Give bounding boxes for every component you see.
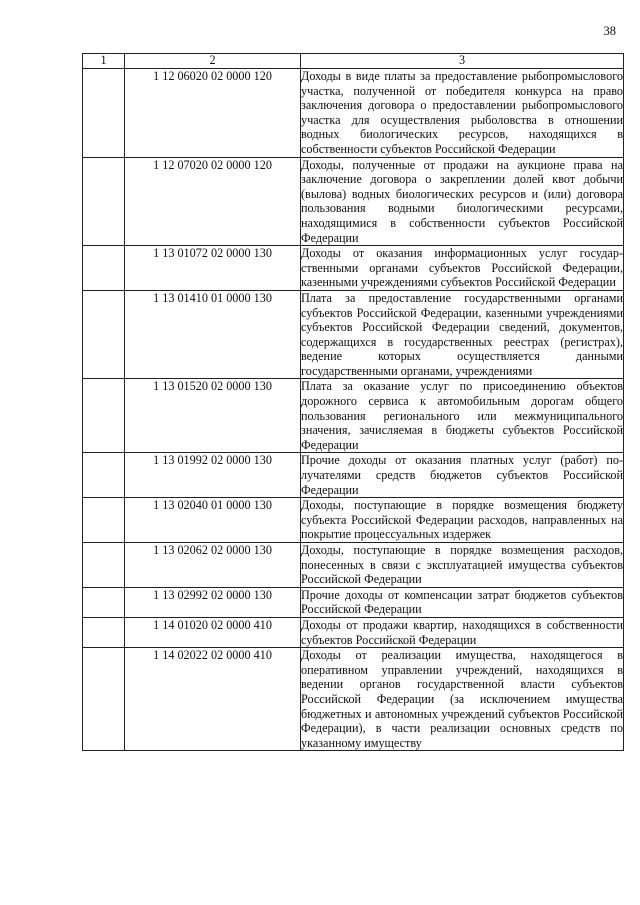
revenue-code: 1 13 01410 01 0000 130	[125, 290, 301, 379]
table-row	[83, 453, 624, 498]
revenue-description: Доходы от продажи квартир, находящихся в собственности субъектов Российской Федерации	[301, 617, 623, 647]
table-row	[83, 587, 624, 617]
row-blank-cell	[83, 587, 125, 617]
revenue-code: 1 14 01020 02 0000 410	[125, 617, 301, 647]
revenue-description: Доходы, полученные от продажи на аукционе права на заключение договора о закреплении долей квот добычи (вылова) водных биологических ресурсов и (или) договора пользования водными биологическими ресурсами, находящимися в собственности субъектов Российской Федерации	[301, 157, 623, 245]
revenue-codes-table	[82, 53, 624, 751]
table-header-row	[83, 54, 624, 69]
revenue-description: Доходы от оказания информационных услуг государственными органами субъектов Российской Федерации, казенными учреждениями субъектов Российской Федерации	[301, 246, 623, 290]
row-blank-cell	[83, 157, 125, 246]
table-row	[83, 290, 624, 379]
row-blank-cell	[83, 69, 125, 158]
table-row	[83, 69, 624, 158]
revenue-code: 1 13 01992 02 0000 130	[125, 453, 301, 498]
column-header-1: 1	[83, 54, 125, 69]
table-row	[83, 617, 624, 647]
page-number: 38	[603, 24, 616, 38]
revenue-description: Плата за оказание услуг по присоединению объектов дорожного сервиса к автомобильным дорогам общего пользования регионального или межмуниципального значения, зачисляемая в бюджеты субъектов Российской Федерации	[301, 379, 623, 452]
row-blank-cell	[83, 543, 125, 588]
revenue-code: 1 13 02040 01 0000 130	[125, 498, 301, 543]
revenue-description: Прочие доходы от оказания платных услуг (работ) получателями средств бюджетов субъектов Российской Федерации	[301, 453, 623, 497]
revenue-description: Доходы, поступающие в порядке возмещения расходов, понесенных в связи с эксплуатацией имущества субъектов Российской Федерации	[301, 543, 623, 587]
revenue-code: 1 13 01072 02 0000 130	[125, 246, 301, 291]
table-row	[83, 379, 624, 453]
row-blank-cell	[83, 648, 125, 751]
table-row	[83, 157, 624, 246]
revenue-code: 1 13 02992 02 0000 130	[125, 587, 301, 617]
table-row	[83, 543, 624, 588]
revenue-code: 1 13 01520 02 0000 130	[125, 379, 301, 453]
revenue-description: Прочие доходы от компенсации затрат бюджетов субъектов Российской Федерации	[301, 587, 623, 617]
row-blank-cell	[83, 290, 125, 379]
table-row	[83, 648, 624, 751]
revenue-description: Доходы от реализации имущества, находящегося в оперативном управлении учреждений, находящихся в ведении органов государственной власти субъектов Российской Федерации (за исключением имущества бюджетных и автономных учреждений субъектов Российской Федерации), в части реализации основных средств по указанному имуществу	[301, 648, 623, 750]
revenue-code: 1 14 02022 02 0000 410	[125, 648, 301, 751]
revenue-description: Доходы, поступающие в порядке возмещения бюджету субъекта Российской Федерации расходов, направленных на покрытие процессуальных издержек	[301, 498, 623, 542]
revenue-code: 1 12 06020 02 0000 120	[125, 69, 301, 158]
row-blank-cell	[83, 379, 125, 453]
row-blank-cell	[83, 617, 125, 647]
revenue-code: 1 12 07020 02 0000 120	[125, 157, 301, 246]
row-blank-cell	[83, 246, 125, 291]
column-header-2: 2	[125, 54, 301, 69]
revenue-description: Плата за предоставление государственными органами субъектов Российской Федерации, казенными учреждениями субъектов Российской Федерации сведений, документов, содержащихся в государственных реестрах (регистрах), ведение которых осуществляется данными государственными органами, учреждениями	[301, 290, 623, 378]
table-row	[83, 498, 624, 543]
column-header-3: 3	[301, 54, 624, 69]
revenue-description: Доходы в виде платы за предоставление рыбопромыслового участка, полученной от победителя конкурса на право заключения договора о предоставлении рыбопромыслового участка для осуществления рыболовства в отношении водных биологических ресурсов, находящихся в собственности субъектов Российской Федерации	[301, 69, 623, 156]
revenue-code: 1 13 02062 02 0000 130	[125, 543, 301, 588]
row-blank-cell	[83, 498, 125, 543]
table-row	[83, 246, 624, 291]
row-blank-cell	[83, 453, 125, 498]
